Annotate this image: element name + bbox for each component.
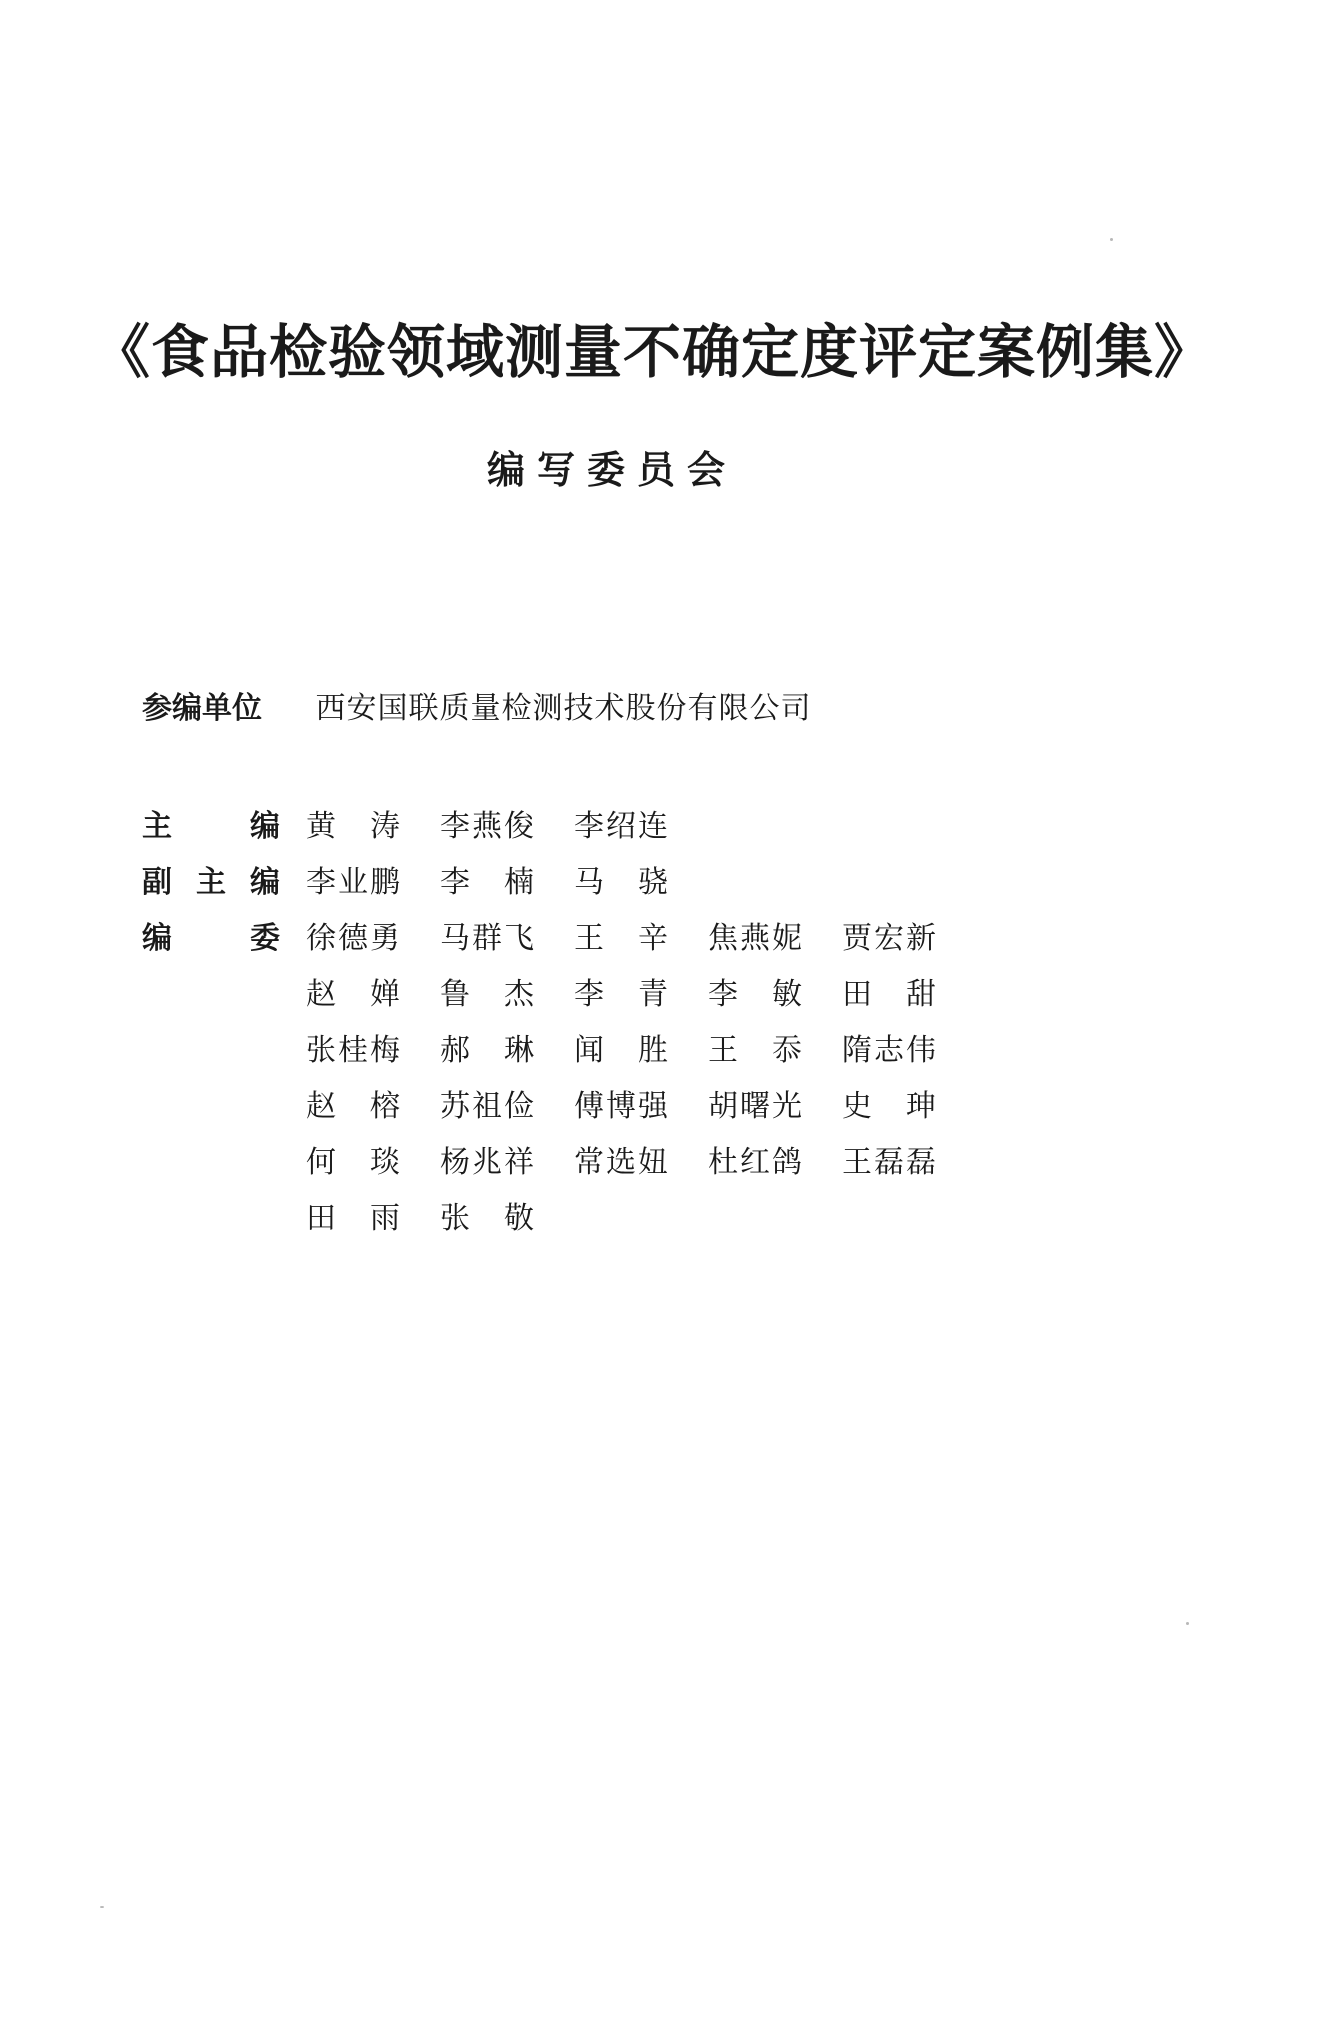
- person-name: 常选妞: [574, 1145, 670, 1180]
- person-name: 李绍连: [574, 809, 670, 844]
- roster-names: [306, 801, 708, 845]
- person-name: 马骁: [574, 865, 702, 900]
- person-name: 焦燕妮: [708, 921, 804, 956]
- person-name: 王忝: [708, 1033, 836, 1068]
- scan-speck: [1110, 238, 1113, 241]
- person-name: 史珅: [842, 1089, 970, 1124]
- person-name: 贾宏新: [842, 921, 938, 956]
- person-name: 张敬: [440, 1201, 568, 1236]
- person-name: 苏祖俭: [440, 1089, 536, 1124]
- person-name: 赵榕: [306, 1089, 434, 1124]
- person-name: 隋志伟: [842, 1033, 938, 1068]
- person-name: 何琰: [306, 1145, 434, 1180]
- roster-role-label: 编委: [142, 921, 280, 956]
- person-name: 王辛: [574, 921, 702, 956]
- person-name: 李燕俊: [440, 809, 536, 844]
- person-name: 张桂梅: [306, 1033, 402, 1068]
- committee-title: 编写委员会: [486, 447, 737, 492]
- person-name: 田甜: [842, 977, 970, 1012]
- roster-names: [306, 1025, 976, 1069]
- person-name: 杨兆祥: [440, 1145, 536, 1180]
- person-name: 李敏: [708, 977, 836, 1012]
- person-name: 黄涛: [306, 809, 434, 844]
- roster-names: [306, 1193, 574, 1237]
- roster-names: [306, 1081, 976, 1125]
- roster-names: [306, 1137, 976, 1181]
- roster-row: [142, 1187, 1142, 1243]
- person-name: 鲁杰: [440, 977, 568, 1012]
- roster-names: [306, 857, 708, 901]
- person-name: 杜红鸽: [708, 1145, 804, 1180]
- participating-unit-label: 参编单位: [142, 691, 262, 726]
- person-name: 赵婵: [306, 977, 434, 1012]
- roster-row: [142, 1075, 1142, 1131]
- roster-row: [142, 851, 1142, 907]
- person-name: 傅博强: [574, 1089, 670, 1124]
- person-name: 田雨: [306, 1201, 434, 1236]
- participating-unit-value: 西安国联质量检测技术股份有限公司: [315, 691, 812, 726]
- scan-speck: [1186, 1622, 1189, 1625]
- person-name: 马群飞: [440, 921, 536, 956]
- person-name: 胡曙光: [708, 1089, 804, 1124]
- roster-role-label: 副主编: [142, 865, 280, 900]
- roster-row: [142, 1131, 1142, 1187]
- roster-row: [142, 795, 1142, 851]
- person-name: 李青: [574, 977, 702, 1012]
- participating-unit-row: [142, 684, 812, 734]
- person-name: 李楠: [440, 865, 568, 900]
- person-name: 徐德勇: [306, 921, 402, 956]
- book-title: 《食品检验领域测量不确定度评定案例集》: [92, 318, 1214, 386]
- person-name: 李业鹏: [306, 865, 402, 900]
- roster-row: [142, 907, 1142, 963]
- roster-names: [306, 969, 976, 1013]
- scan-speck: [100, 1906, 104, 1908]
- person-name: 郝琳: [440, 1033, 568, 1068]
- roster-row: [142, 963, 1142, 1019]
- person-name: 王磊磊: [842, 1145, 938, 1180]
- roster-names: [306, 913, 976, 957]
- roster-role-label: 主编: [142, 809, 280, 844]
- editorial-roster: [142, 795, 1142, 1243]
- roster-row: [142, 1019, 1142, 1075]
- person-name: 闻胜: [574, 1033, 702, 1068]
